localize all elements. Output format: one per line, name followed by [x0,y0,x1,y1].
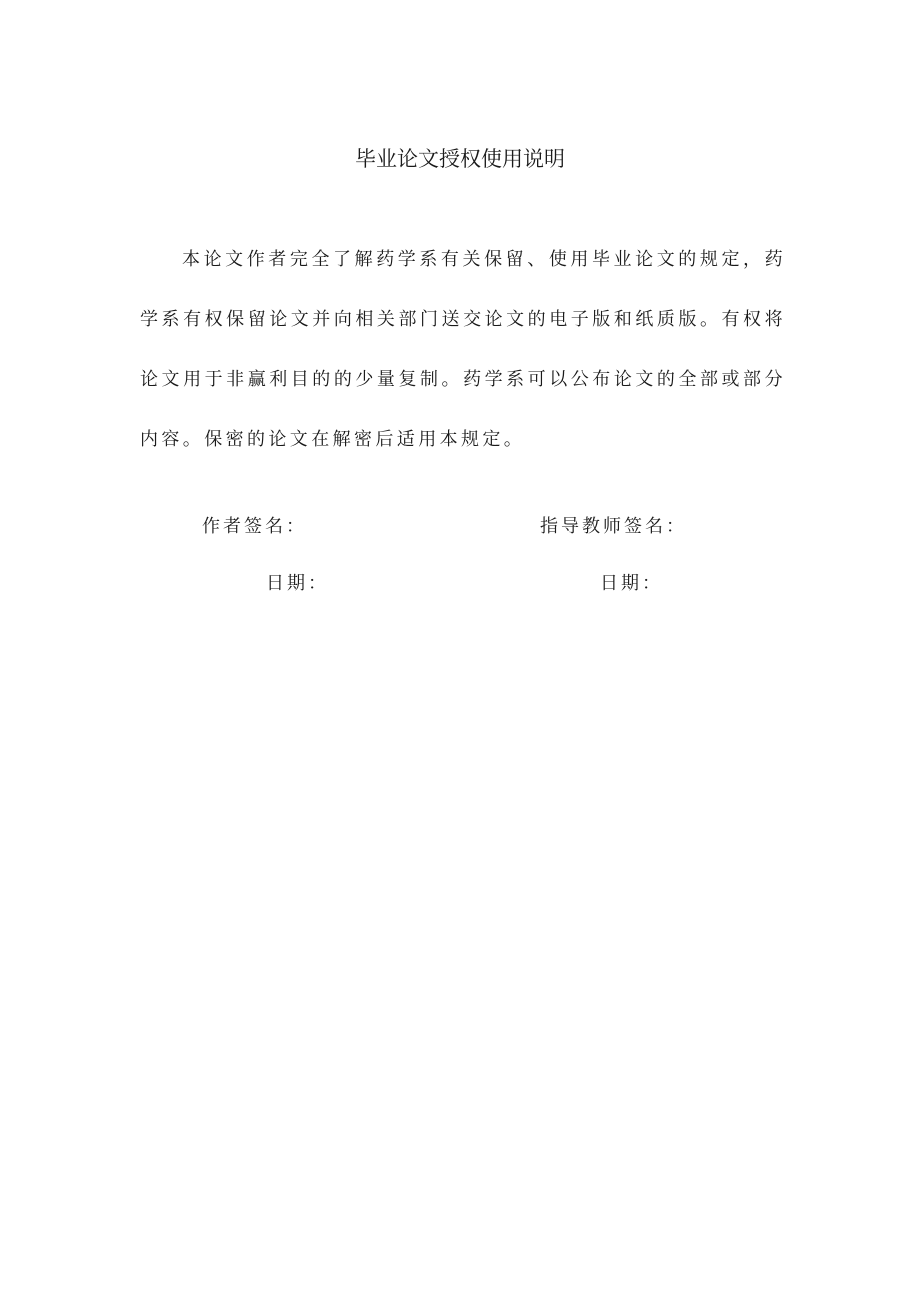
author-signature-label: 作者签名： [202,516,307,537]
document-title: 毕业论文授权使用说明 [355,147,565,171]
authorization-statement: 本论文作者完全了解药学系有关保留、使用毕业论文的规定，药学系有权保留论文并向相关部门送交论文的电子版和纸质版。有权将论文用于非赢利目的的少量复制。药学系可以公布论文的全部或部分内容。保密的论文在解密后适用本规定。 [140,249,786,450]
advisor-date-label: 日期： [600,573,663,594]
advisor-signature-label: 指导教师签名： [540,516,687,537]
author-date-label: 日期： [266,573,329,594]
